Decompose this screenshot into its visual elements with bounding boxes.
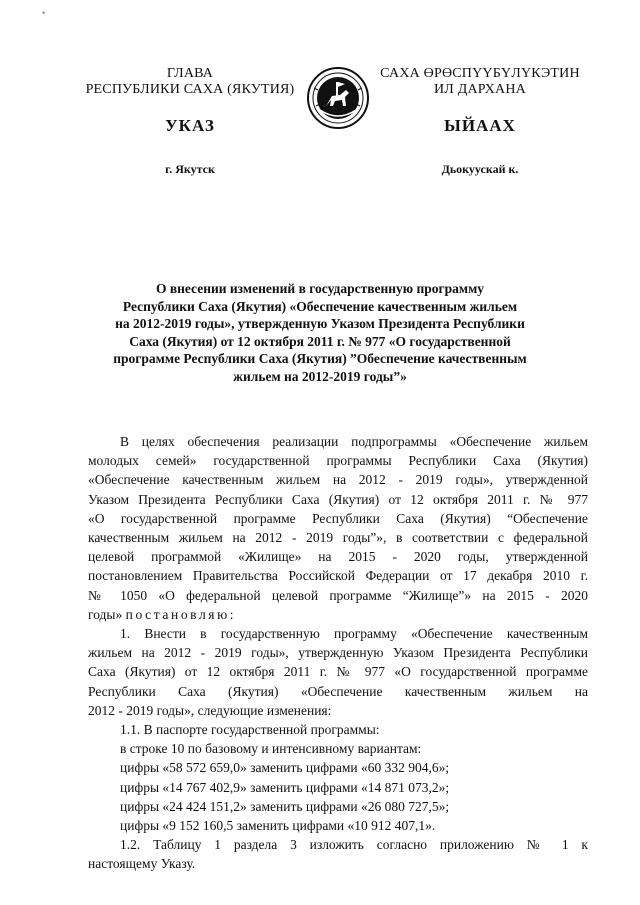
doc-type-ru: УКАЗ [165,116,215,135]
city-ru: г. Якутск [165,162,215,176]
figure-change: цифры «9 152 160,5 заменить цифрами «10 912 407,1». [120,818,436,834]
item-1-2: 1.2. Таблицу 1 раздела 3 изложить согласно приложению № 1 к настоящему Указу. [88,837,588,872]
figure-change: цифры «58 572 659,0» заменить цифрами «60 332 904,6»; [120,760,450,776]
scan-mark: • [42,8,46,18]
figure-change: цифры «14 767 402,9» заменить цифрами «14 871 073,2»; [120,779,450,795]
figure-change: цифры «24 424 151,2» заменить цифрами «26 080 727,5»; [120,798,450,814]
item-1-paragraph: 1. Внести в государственную программу «Обеспечение качественным жильем на 2012 - 2019 годы», утвержденную Указом Президента Республики Саха (Якутия) от 12 октября 2011 г. № 977 «О государственной программе Республики Саха (Якутия) «Обеспечение качественным жильем на 2012 - 2019 годы», следующие изменения: [88,626,588,718]
preamble-paragraph: В целях обеспечения реализации подпрограммы «Обеспечение жильем молодых семей» государственной программы Республики Саха (Якутия) «Обеспечение качественным жильем на 2012 - 2019 годы», утвержденной Указом Президента Республики Саха (Якутия) от 12 октября 2011 г. № 977 «О государственной программе Республики Саха (Якутия) “Обеспечение качественным жильем на 2012 - 2019 годы”», в соответствии с федеральной целевой программой «Жилище» на 2015 - 2020 годы, утвержденной постановлением Правительства Российской Федерации от 17 декабря 2010 г. № 1050 «О федеральной целевой программе “Жилище”» на 2015 - 2020 годы» постановляю: [88,434,588,622]
item-1-1: 1.1. В паспорте государственной программы: [120,722,380,738]
issuer-sakha: САХА ӨРӨСПҮҮБҮЛҮКЭТИН ИЛ ДАРХАНА [380,66,580,97]
row-10-note: в строке 10 по базовому и интенсивному вариантам: [120,741,422,757]
decree-word: постановляю: [125,606,237,622]
document-body [88,432,588,874]
city-sakha: Дьокуускай к. [441,162,519,176]
document-header [0,66,640,176]
issuer-ru: ГЛАВА РЕСПУБЛИКИ САХА (ЯКУТИЯ) [85,66,295,97]
document-title: О внесении изменений в государственную программу Республики Саха (Якутия) «Обеспечение качественным жильем на 2012-2019 годы», утвержденную Указом Президента Республики Саха (Якутия) от 12 октября 2011 г. № 977 «О государственной программе Республики Саха (Якутия) ”Обеспечение качественным жильем на 2012-2019 годы”» [113,281,527,384]
doc-type-sakha: ЫЙААХ [444,116,516,135]
